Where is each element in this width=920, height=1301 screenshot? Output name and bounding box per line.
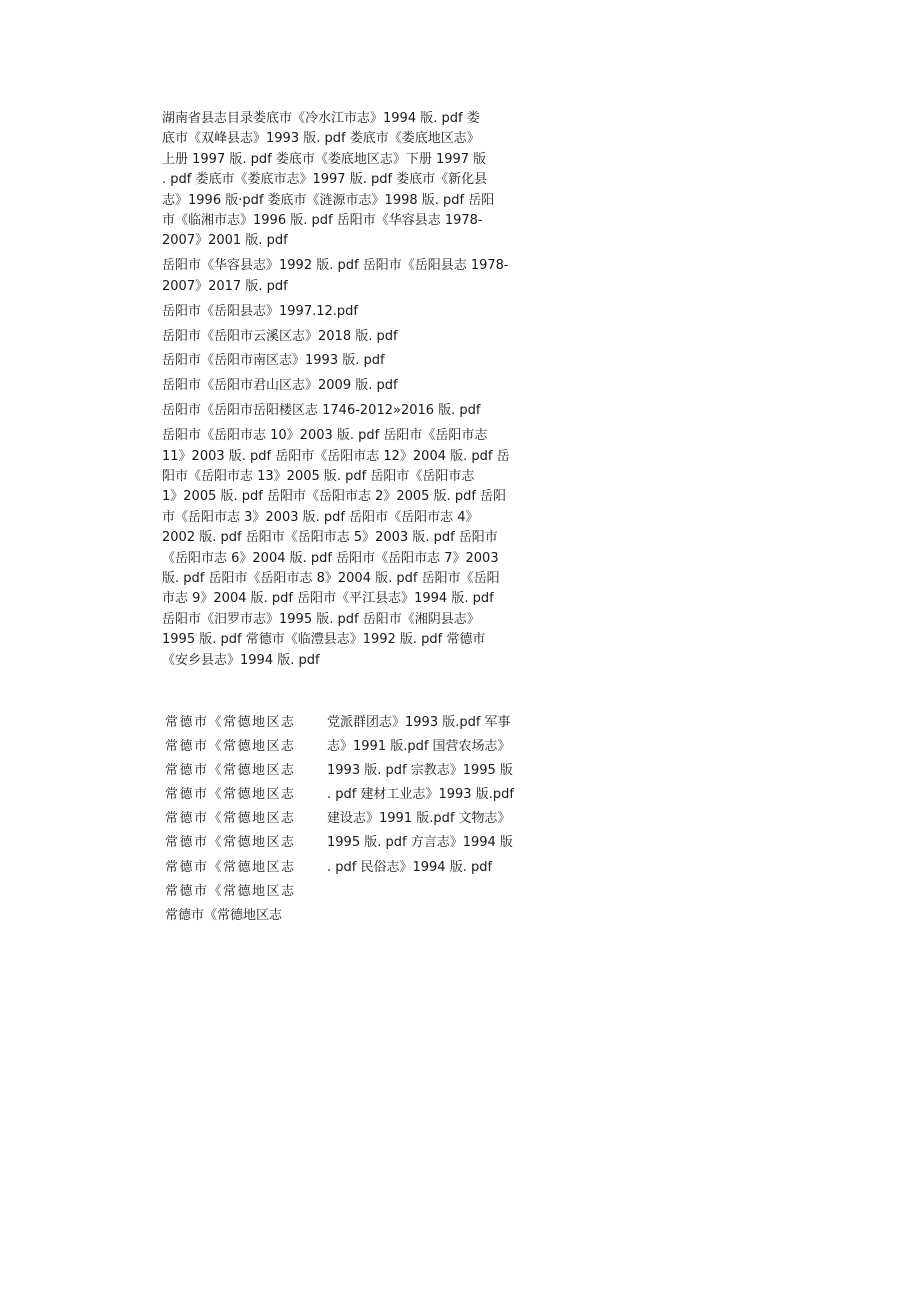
text-line: 岳阳市《汨罗市志》1995 版. pdf 岳阳市《湘阴县志》: [162, 611, 480, 627]
paragraph-yueyang-county: [162, 302, 542, 322]
text-line: 常德市《常德地区志: [165, 811, 296, 827]
text-line: 岳阳市《华容县志》1992 版. pdf 岳阳市《岳阳县志 1978-: [162, 258, 509, 274]
text-line: 建设志》1991 版.pdf 文物志》: [327, 811, 511, 827]
text-line: 志》1991 版.pdf 国营农场志》: [327, 739, 511, 755]
text-line: 常德市《常德地区志: [165, 907, 283, 923]
text-line: 《岳阳市志 6》2004 版. pdf 岳阳市《岳阳市志 7》2003: [162, 550, 499, 566]
paragraph-nanqu: [162, 351, 542, 371]
text-line: 1995 版. pdf 常德市《临澧县志》1992 版. pdf 常德市: [162, 632, 486, 648]
text-line: 常德市《常德地区志: [165, 787, 296, 803]
text-line: 岳阳市《岳阳市南区志》1993 版. pdf: [162, 353, 385, 369]
text-line: 岳阳市《岳阳市岳阳楼区志 1746-2012»2016 版. pdf: [162, 403, 481, 419]
text-line: 常德市《常德地区志: [165, 883, 296, 899]
text-line: 市《岳阳市志 3》2003 版. pdf 岳阳市《岳阳市志 4》: [162, 509, 479, 525]
text-line: 岳阳市《岳阳市云溪区志》2018 版. pdf: [162, 328, 398, 344]
text-line: . pdf 娄底市《娄底市志》1997 版. pdf 娄底市《新化县: [162, 172, 488, 188]
text-line: 常德市《常德地区志: [165, 715, 296, 730]
changde-left-column: [165, 711, 321, 928]
text-line: 1995 版. pdf 方言志》1994 版: [327, 835, 513, 851]
text-line: 志》1996 版·pdf 娄底市《涟源市志》1998 版. pdf 岳阳: [162, 192, 495, 208]
text-line: 1993 版. pdf 宗教志》1995 版: [327, 763, 513, 779]
text-line: 湖南省县志目录娄底市《冷水江市志》1994 版. pdf 娄: [162, 111, 480, 126]
text-line: 2007》2001 版. pdf: [162, 233, 288, 249]
text-line: 常德市《常德地区志: [165, 835, 296, 851]
paragraph-yueyanglou: [162, 401, 542, 421]
text-line: 常德市《常德地区志: [165, 859, 296, 875]
text-line: 常德市《常德地区志: [165, 763, 296, 779]
text-line: 《安乡县志》1994 版. pdf: [162, 652, 320, 668]
text-line: 上册 1997 版. pdf 娄底市《娄底地区志》下册 1997 版: [162, 151, 487, 167]
text-line: 市志 9》2004 版. pdf 岳阳市《平江县志》1994 版. pdf: [162, 591, 494, 607]
paragraph-huarong: [162, 256, 542, 297]
text-line: 1》2005 版. pdf 岳阳市《岳阳市志 2》2005 版. pdf 岳阳: [162, 489, 507, 505]
text-line: 2007》2017 版. pdf: [162, 278, 288, 294]
text-line: . pdf 建材工业志》1993 版.pdf: [327, 787, 514, 803]
paragraph-yunxi: [162, 327, 542, 347]
text-line: 11》2003 版. pdf 岳阳市《岳阳市志 12》2004 版. pdf 岳: [162, 448, 510, 464]
paragraph-junshan: [162, 376, 542, 396]
paragraph-loudi-list: [162, 109, 542, 252]
text-line: . pdf 民俗志》1994 版. pdf: [327, 859, 493, 875]
text-line: 2002 版. pdf 岳阳市《岳阳市志 5》2003 版. pdf 岳阳市: [162, 530, 498, 546]
text-line: 岳阳市《岳阳市君山区志》2009 版. pdf: [162, 378, 398, 394]
text-line: 岳阳市《岳阳县志》1997.12.pdf: [162, 303, 358, 319]
document-body: [162, 109, 542, 676]
changde-right-column: [327, 711, 542, 880]
text-line: 底市《双峰县志》1993 版. pdf 娄底市《娄底地区志》: [162, 131, 480, 147]
text-line: 常德市《常德地区志: [165, 739, 296, 755]
text-line: 岳阳市《岳阳市志 10》2003 版. pdf 岳阳市《岳阳市志: [162, 428, 488, 444]
text-line: 版. pdf 岳阳市《岳阳市志 8》2004 版. pdf 岳阳市《岳阳: [162, 571, 500, 587]
text-line: 市《临湘市志》1996 版. pdf 岳阳市《华容县志 1978-: [162, 213, 483, 229]
text-line: 党派群团志》1993 版.pdf 军事: [327, 715, 511, 730]
text-line: 阳市《岳阳市志 13》2005 版. pdf 岳阳市《岳阳市志: [162, 469, 475, 484]
paragraph-yueyang-city-volumes: [162, 426, 542, 671]
